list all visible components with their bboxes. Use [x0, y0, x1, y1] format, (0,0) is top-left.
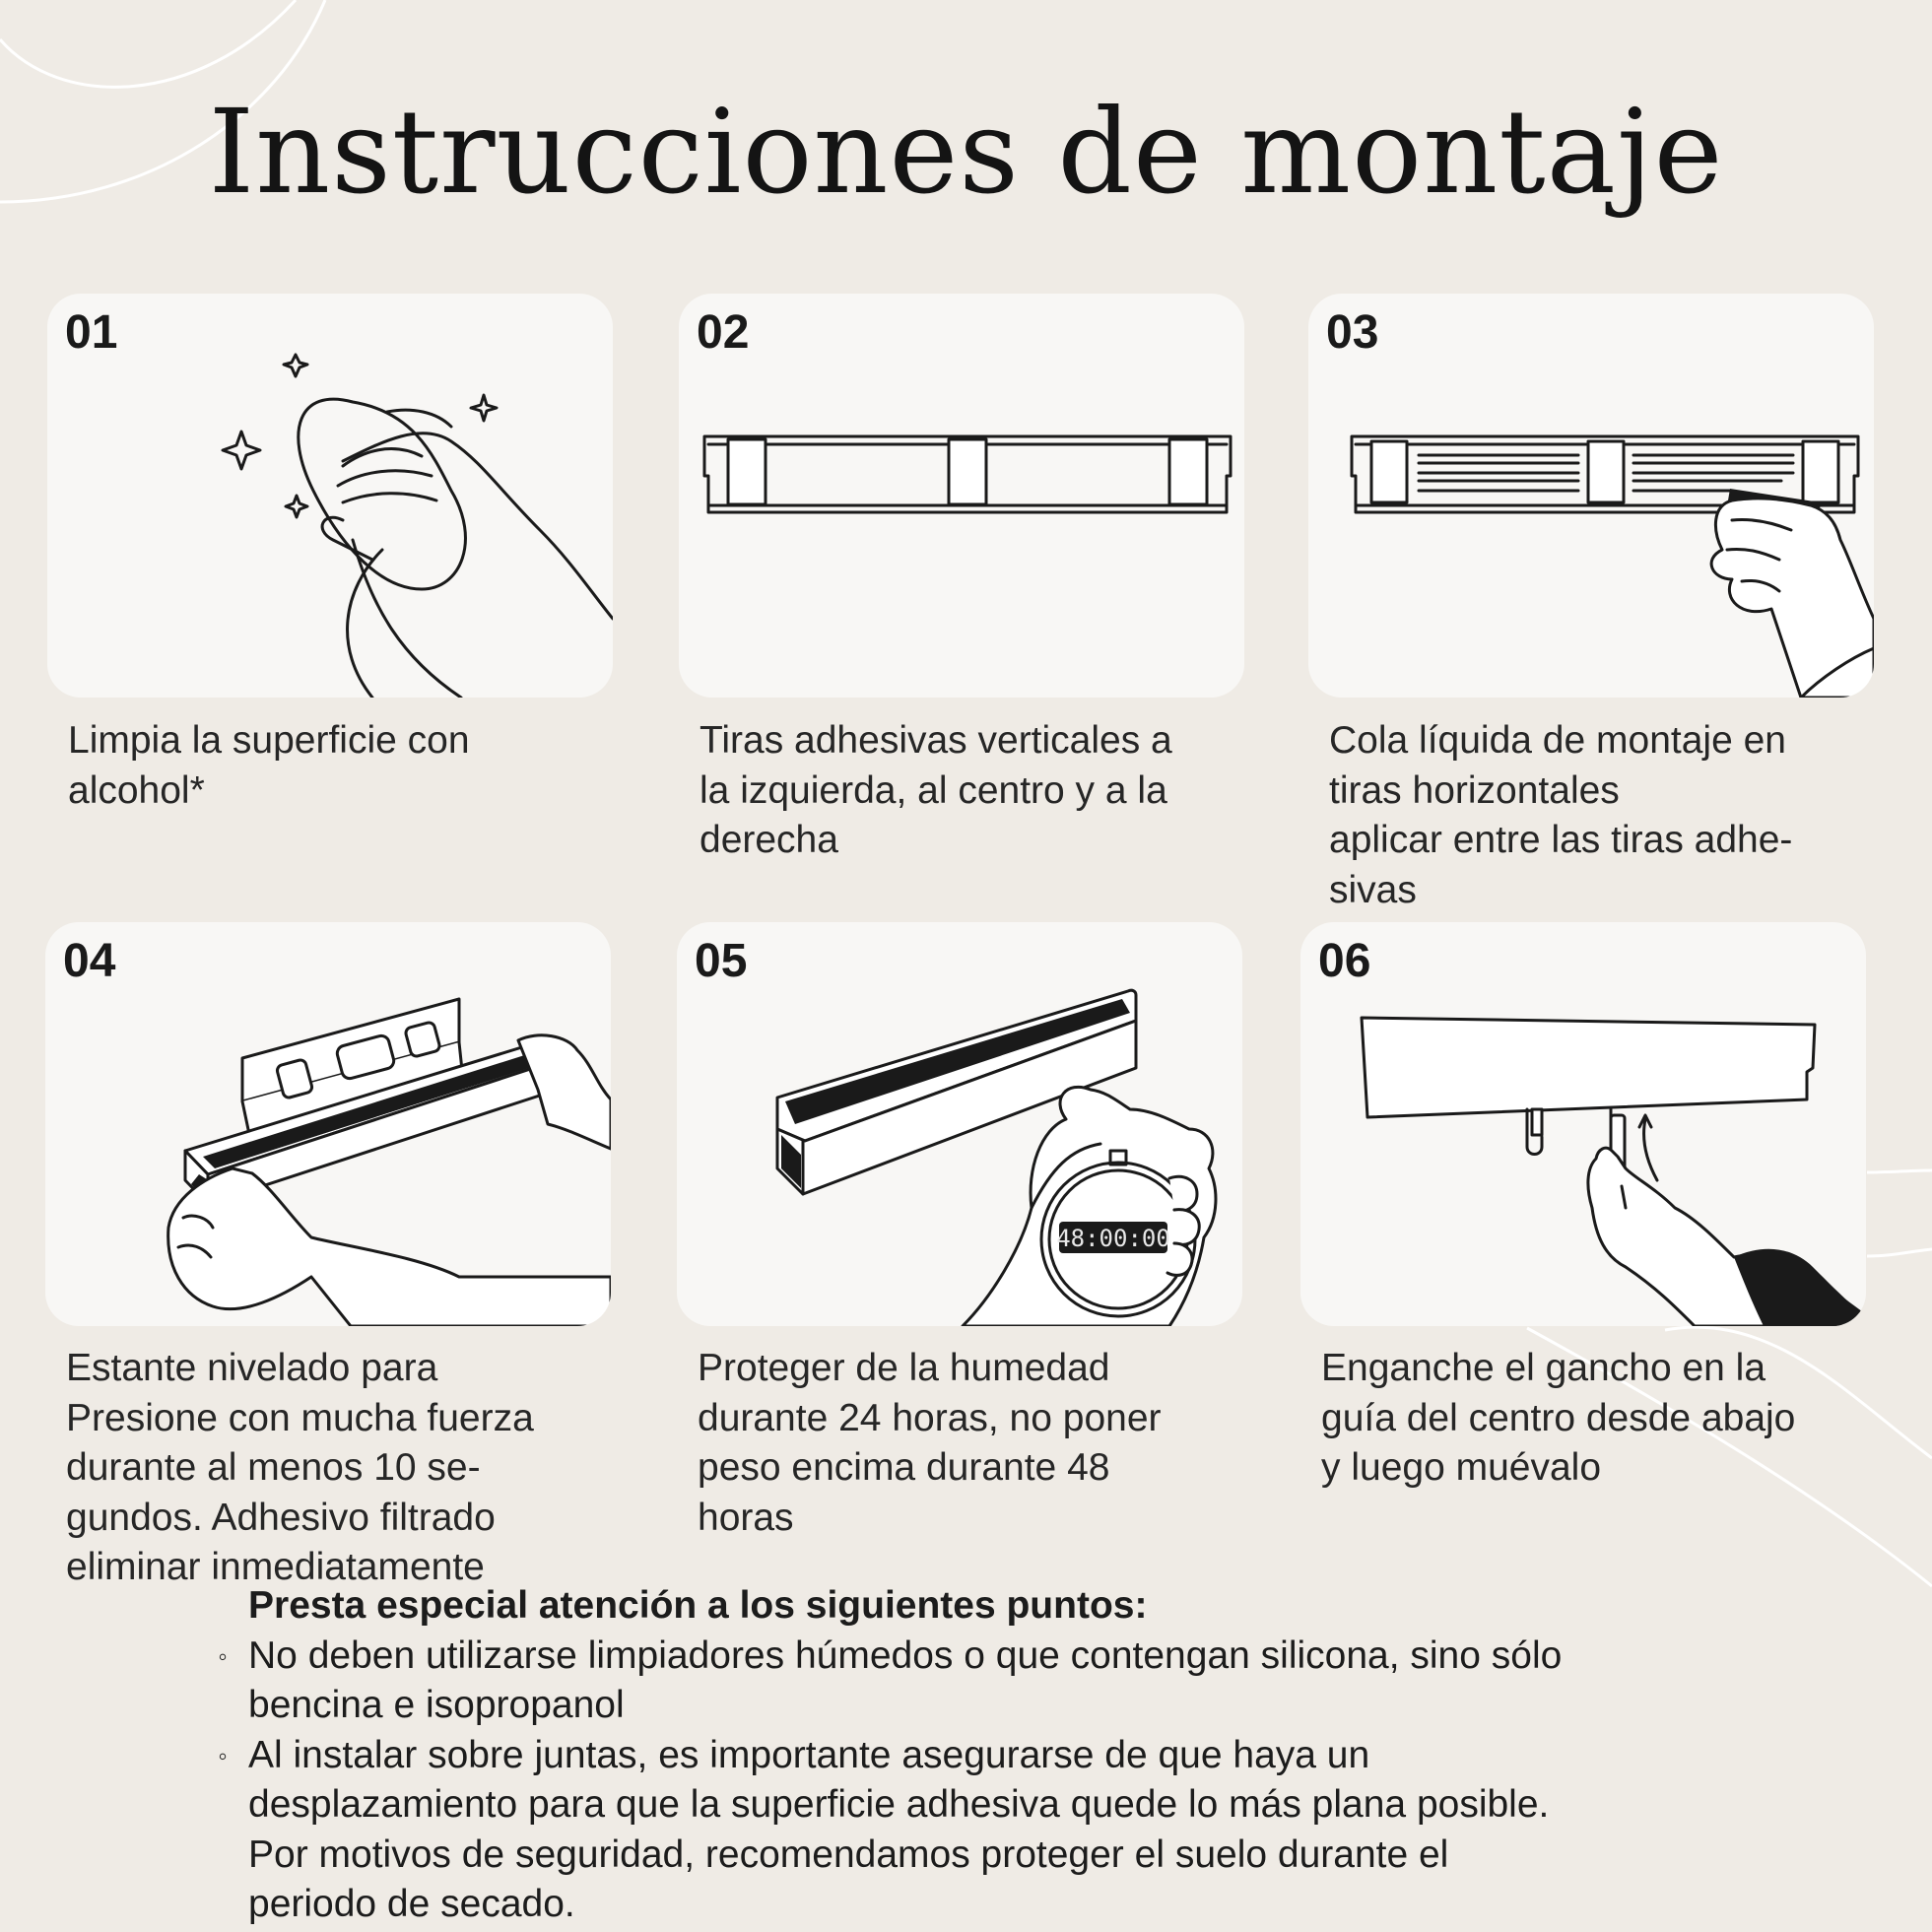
step-number: 01	[65, 306, 118, 359]
notes-heading: Presta especial atención a los siguientes puntos:	[248, 1584, 1148, 1627]
bullet-icon: ◦	[218, 1740, 228, 1770]
step-number: 04	[63, 935, 116, 987]
step-caption-04: Estante nivelado para Presione con mucha fuerza durante al menos 10 se- gundos. Adhesivo filtrado eliminar inmediatamente	[66, 1347, 534, 1588]
note-item: ◦ Al instalar sobre juntas, es importante asegurarse de que haya un desplazamiento para que la superficie adhesiva quede lo más plana posible. Por motivos de seguridad, recomendamos proteger el suelo durante el periodo de secado.	[248, 1731, 1825, 1930]
notes-list	[218, 1632, 1825, 1930]
page-title: Instrucciones de montaje	[208, 84, 1724, 220]
spirit-level-on-shelf-icon	[45, 922, 611, 1326]
hand-wiping-cloth-icon	[47, 294, 613, 698]
notes-section	[218, 1581, 1825, 1930]
step-number: 03	[1326, 306, 1379, 359]
step-card-05	[677, 922, 1242, 1326]
step-card-01	[47, 294, 613, 698]
note-item: ◦ No deben utilizarse limpiadores húmedos o que contengan silicona, sino sólo bencina e isopropanol	[248, 1632, 1825, 1731]
applying-adhesive-strip-icon	[1308, 294, 1874, 698]
hook-insertion-icon	[1300, 922, 1866, 1326]
step-card-02	[679, 294, 1244, 698]
step-card-06	[1300, 922, 1866, 1326]
step-number: 06	[1318, 935, 1371, 987]
bullet-icon: ◦	[218, 1640, 228, 1671]
shelf-and-stopwatch-icon	[677, 922, 1242, 1326]
step-number: 02	[697, 306, 750, 359]
step-number: 05	[695, 935, 748, 987]
step-card-03	[1308, 294, 1874, 698]
step-caption-03: Cola líquida de montaje en tiras horizontales aplicar entre las tiras adhe- sivas	[1329, 719, 1793, 911]
timer-display: 48:00:00	[1056, 1225, 1170, 1252]
step-card-04	[45, 922, 611, 1326]
step-caption-05: Proteger de la humedad durante 24 horas, no poner peso encima durante 48 horas	[698, 1347, 1162, 1539]
step-caption-01: Limpia la superficie con alcohol*	[68, 719, 470, 812]
step-caption-02: Tiras adhesivas verticales a la izquierda, al centro y a la derecha	[700, 719, 1172, 861]
shelf-rail-adhesive-strips-icon	[679, 294, 1244, 698]
step-caption-06: Enganche el gancho en la guía del centro desde abajo y luego muévalo	[1321, 1347, 1796, 1489]
